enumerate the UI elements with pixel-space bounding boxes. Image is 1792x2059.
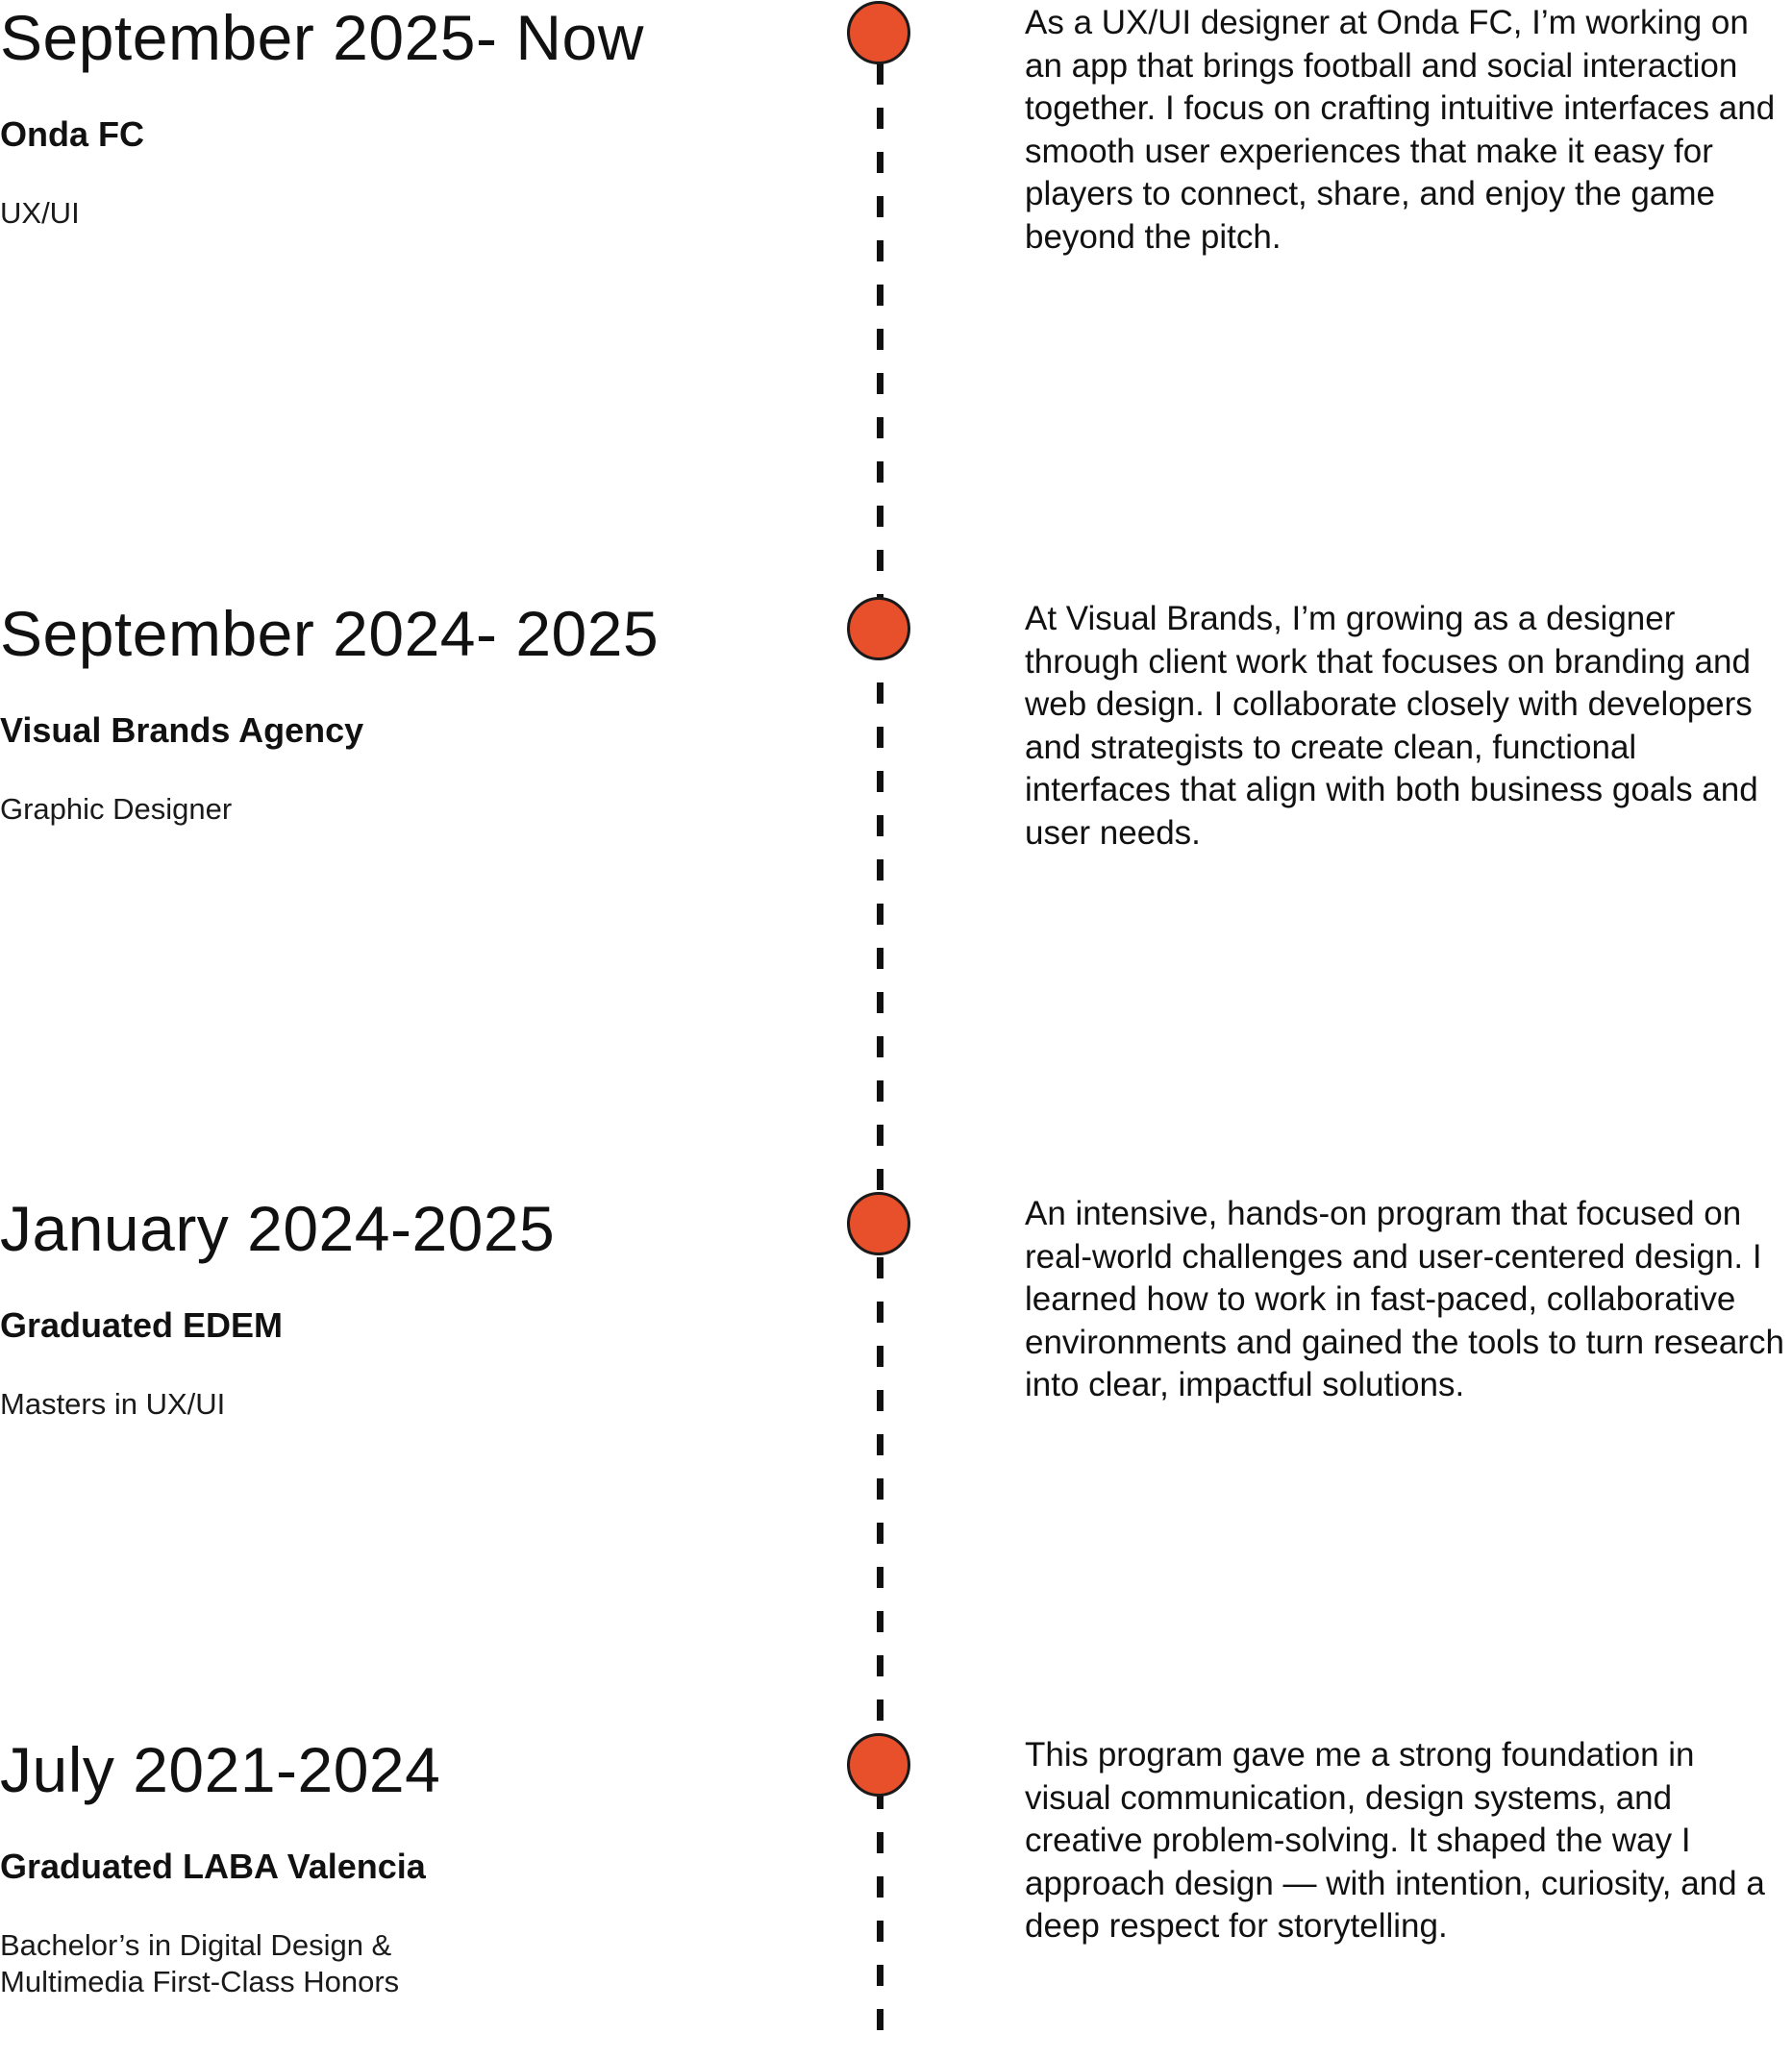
entry-description: As a UX/UI designer at Onda FC, I’m working on an app that brings football and social interaction together. I focus on crafting intuitive interfaces and smooth user experiences that make it easy for players to connect, share, and enjoy the game beyond the pitch. [1025,4,1776,256]
timeline-dot [847,1192,910,1255]
entry-organization: Onda FC [0,114,144,154]
timeline-dot [847,1733,910,1797]
entry-organization: Graduated LABA Valencia [0,1847,426,1886]
entry-date: September 2025- Now [0,2,644,73]
entry-organization: Graduated EDEM [0,1305,284,1345]
entry-role: Graphic Designer [0,792,233,826]
entry-role: Bachelor’s in Digital Design & Multimedia First-Class Honors [0,1928,400,1998]
timeline-dot [847,597,910,660]
entry-organization: Visual Brands Agency [0,710,364,750]
entry-role: UX/UI [0,196,80,230]
entry-description: This program gave me a strong foundation in visual communication, design systems, and creative problem-solving. It shaped the way I approach design — with intention, curiosity, and a deep respect for storytelling. [1025,1736,1765,1945]
timeline-dot [847,1,910,64]
entry-date: September 2024- 2025 [0,598,660,669]
entry-date: July 2021-2024 [0,1734,441,1805]
entry-date: January 2024-2025 [0,1193,556,1264]
entry-description: At Visual Brands, I’m growing as a designer through client work that focuses on branding and web design. I collaborate closely with developers and strategists to create clean, functional interfaces that align with both business goals and user needs. [1025,600,1758,852]
entry-description: An intensive, hands-on program that focused on real-world challenges and user-centered design. I learned how to work in fast-paced, collaborative environments and gained the tools to turn research into clear, impactful solutions. [1025,1195,1784,1403]
entry-role: Masters in UX/UI [0,1387,226,1421]
